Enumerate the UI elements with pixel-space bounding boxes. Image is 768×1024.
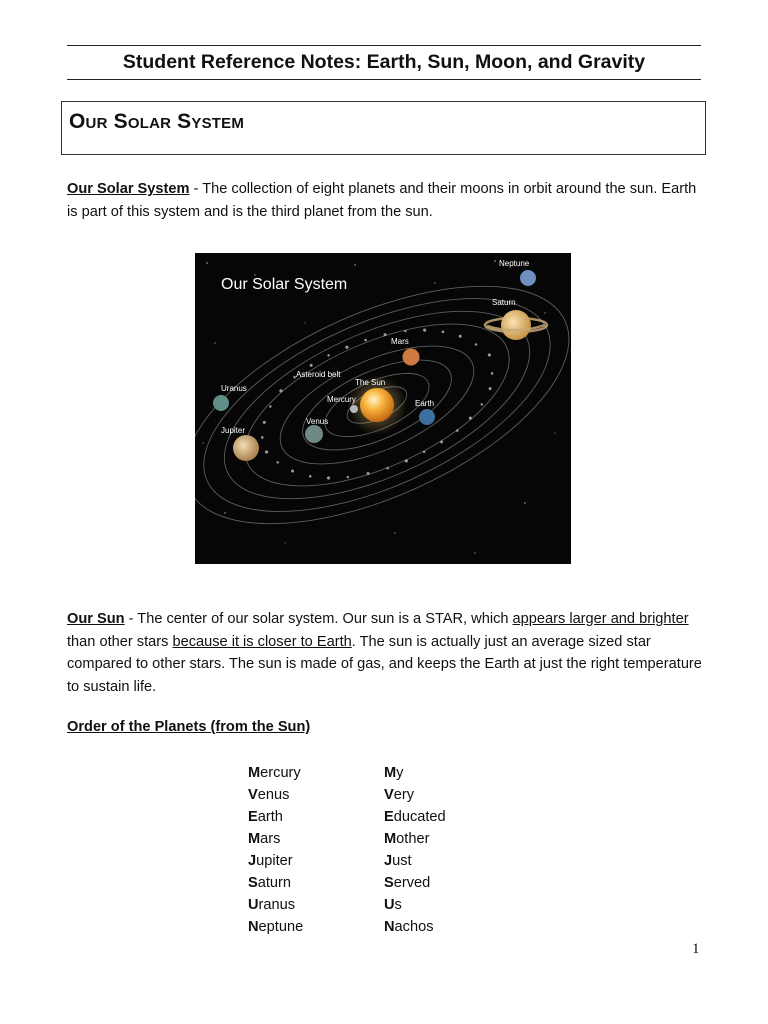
mnemonic-list-item: Educated <box>384 809 446 825</box>
header-rule-bottom <box>67 79 701 80</box>
label-venus: Venus <box>306 417 329 426</box>
mnemonic-list-item: My <box>384 765 404 781</box>
planet-list-item: Venus <box>248 787 290 803</box>
label-mercury: Mercury <box>327 395 356 404</box>
label-neptune: Neptune <box>499 259 530 268</box>
sun-definition <box>67 608 707 698</box>
header-rule-top <box>67 45 701 46</box>
label-earth: Earth <box>415 399 435 408</box>
planet-order-heading: Order of the Planets (from the Sun) <box>67 719 311 735</box>
label-the-sun: The Sun <box>355 378 386 387</box>
sun-term: Our Sun <box>67 611 125 627</box>
sun-underline-2: because it is closer to Earth <box>172 633 352 650</box>
planet-list-item: Earth <box>248 809 283 825</box>
mnemonic-list-item: Mother <box>384 831 430 847</box>
solar-system-term: Our Solar System <box>67 181 190 197</box>
planet-list-item: Mars <box>248 831 281 847</box>
planet-list-item: Saturn <box>248 875 291 891</box>
planet-list-item: Neptune <box>248 919 304 935</box>
mnemonic-list-item: Nachos <box>384 919 434 935</box>
label-mars: Mars <box>391 337 409 346</box>
solar-system-diagram <box>195 253 571 564</box>
planet-list-item: Jupiter <box>248 853 293 869</box>
planet-list <box>248 762 303 938</box>
solar-system-illustration <box>195 253 571 564</box>
planet-neptune <box>520 270 536 286</box>
label-uranus: Uranus <box>221 384 247 393</box>
label-saturn: Saturn <box>492 298 516 307</box>
planet-venus <box>305 425 323 443</box>
document-title: Student Reference Notes: Earth, Sun, Moon, and Gravity <box>122 51 646 73</box>
sun-text-2: than other stars <box>67 633 173 650</box>
solar-system-definition-text: - The collection of eight planets and their moons in orbit around the sun. Earth is part of this system and is the third planet from the sun. <box>67 181 697 220</box>
mnemonic-list-item: Us <box>384 897 402 913</box>
label-asteroid-belt: Asteroid belt <box>296 370 341 379</box>
sun <box>360 388 394 422</box>
mnemonic-list-item: Very <box>384 787 415 803</box>
section-heading: Our Solar System <box>69 110 245 133</box>
planet-jupiter <box>233 435 259 461</box>
label-jupiter: Jupiter <box>221 426 246 435</box>
mnemonic-list-item: Just <box>384 853 412 869</box>
section-heading-box <box>61 101 706 155</box>
planet-mercury <box>350 405 358 413</box>
planet-list-item: Mercury <box>248 765 301 781</box>
planet-list-item: Uranus <box>248 897 296 913</box>
solar-system-definition <box>67 178 707 223</box>
sun-text-1: - The center of our solar system. Our sun is a STAR, which <box>124 611 513 627</box>
sun-text-3: . The sun is actually just an average sized star compared to other stars. The sun is made of gas, and keeps the Earth at just the right temperature to sustain life. <box>67 633 702 695</box>
page-number: 1 <box>692 941 700 957</box>
figure-title: Our Solar System <box>221 276 348 293</box>
mnemonic-list <box>384 762 446 938</box>
planet-uranus <box>213 395 229 411</box>
planet-mars <box>403 349 420 366</box>
sun-underline-1: appears larger and brighter <box>512 611 689 627</box>
mnemonic-list-item: Served <box>384 875 431 891</box>
planet-earth <box>419 409 435 425</box>
